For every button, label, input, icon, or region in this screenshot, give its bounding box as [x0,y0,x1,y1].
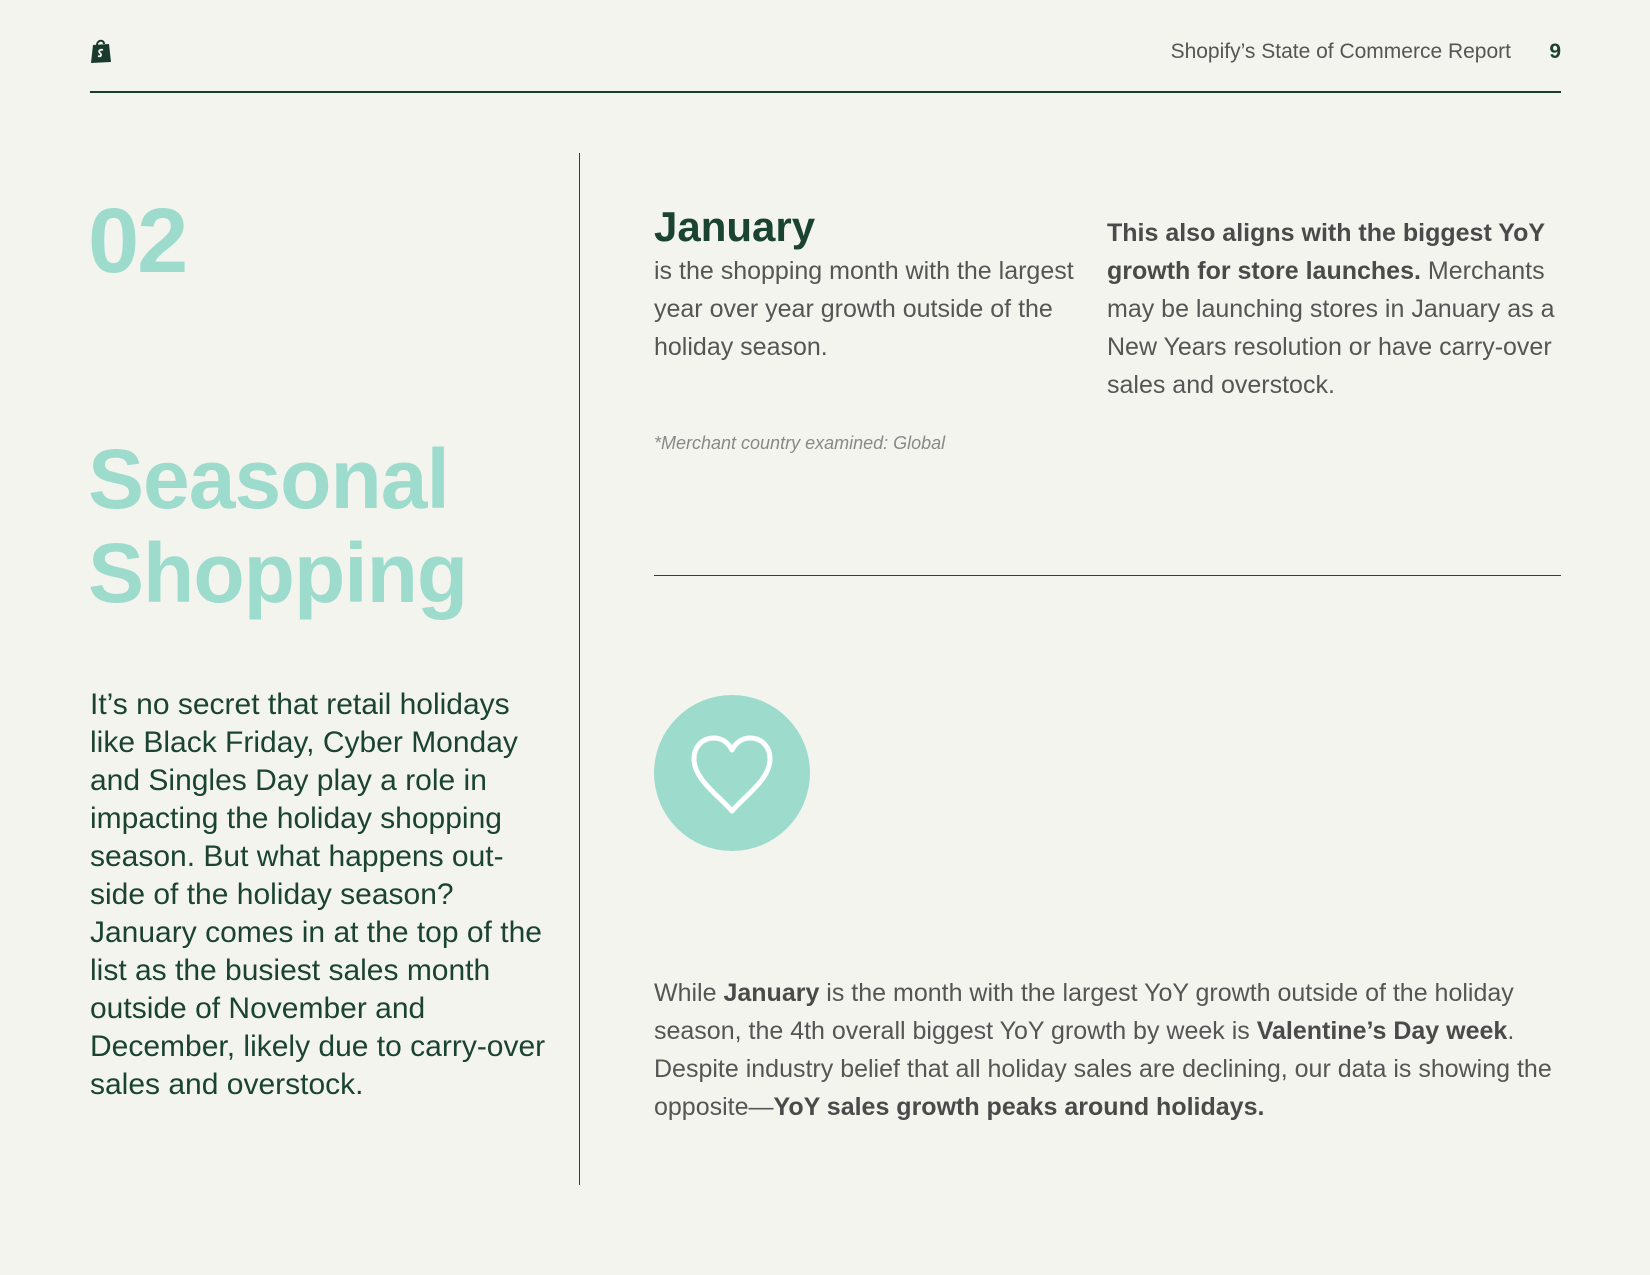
store-launch-paragraph [1107,214,1567,404]
section-title-line2: Shopping [88,526,468,620]
bottom-bold-peaks: YoY sales growth peaks around holidays. [773,1093,1265,1121]
valentines-paragraph [654,974,1564,1126]
heart-badge [654,695,810,851]
stat-heading: January [654,203,816,250]
heart-icon [688,733,776,817]
page-number: 9 [1549,40,1561,63]
footnote: *Merchant country examined: Global [654,433,946,453]
bottom-text-2: is the month with the largest YoY growth outside of the holiday season, the 4th overall biggest YoY growth by week is [654,979,1514,1045]
bottom-bold-january: January [723,979,820,1007]
stat-description: is the shopping month with the largest year over year growth outside of the holiday season. [654,257,1074,361]
section-title-line1: Seasonal [88,432,449,526]
section-number: 02 [88,190,187,292]
store-launch-bold: This also aligns with the biggest YoY growth for store launches. [1107,219,1545,285]
store-launch-rest: Merchants may be launching stores in January as a New Years resolution or have carry-over sales and overstock. [1107,257,1555,399]
section-title [88,432,548,620]
report-title: Shopify’s State of Commerce Report [1170,40,1511,63]
header-divider [90,91,1561,93]
bottom-text-3: . Despite industry belief that all holiday sales are declining, our data is showing the opposite— [654,1017,1552,1121]
column-divider [579,153,580,1185]
bottom-bold-valentines: Valentine’s Day week [1256,1017,1508,1045]
intro-paragraph: It’s no secret that retail holidays like Black Friday, Cyber Monday and Singles Day play a role in impacting the holiday shopping season. But what happens out-side of the holiday season? January comes in at the top of the list as the busiest sales month outside of November and December, likely due to carry-over sales and overstock. [90,688,546,1101]
shopify-bag-icon [89,38,113,64]
section-divider [654,575,1561,576]
bottom-text-1: While [654,979,724,1007]
